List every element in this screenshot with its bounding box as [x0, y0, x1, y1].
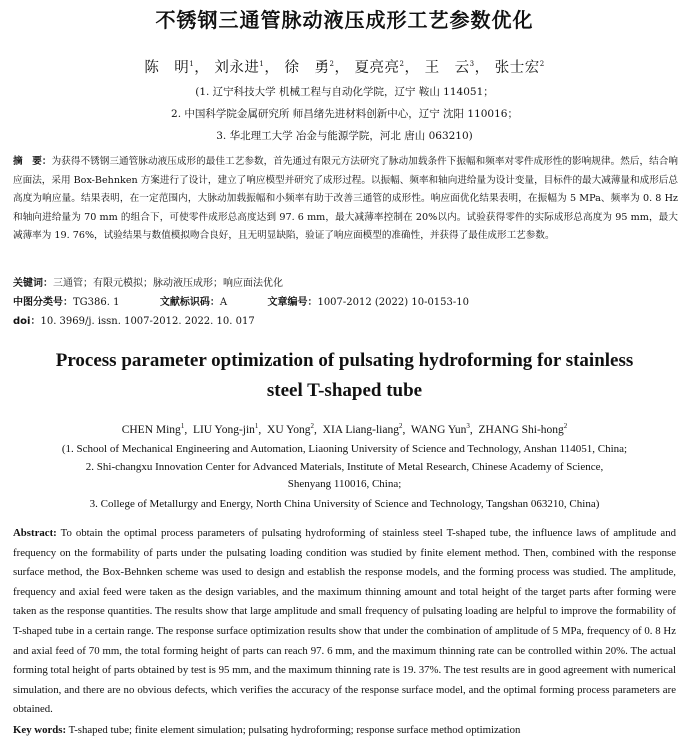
chinese-title: 不锈钢三通管脉动液压成形工艺参数优化: [155, 8, 534, 32]
chinese-affiliation-1: (1. 辽宁科技大学 机械工程与自动化学院，辽宁 鞍山 114051；: [195, 86, 494, 98]
author-name: 陈 明: [144, 60, 190, 76]
english-affiliation-2-cont: Shenyang 110016, China;: [287, 478, 402, 490]
author-name: LIU Yong-jin: [192, 423, 255, 436]
author-affiliation-mark: 2: [563, 422, 568, 430]
author-affiliation-mark: 1: [189, 60, 195, 69]
author-name: 夏亮亮: [354, 60, 400, 76]
author-affiliation-mark: 2: [539, 60, 545, 69]
author-affiliation-mark: 2: [310, 422, 315, 430]
document-code-label: 文献标识码：: [159, 297, 220, 308]
english-abstract-label: Abstract:: [13, 527, 57, 539]
chinese-affiliation-2: 2. 中国科学院金属研究所 师昌绪先进材料创新中心，辽宁 沈阳 110016；: [171, 108, 518, 120]
author-name: XIA Liang-liang: [322, 423, 399, 436]
doi-label: doi：: [13, 316, 41, 327]
clc-value: TG386. 1: [73, 297, 120, 308]
english-keywords-label: Key words:: [13, 724, 67, 736]
english-affiliation-1: (1. School of Mechanical Engineering and Automation, Liaoning University of Science and Technology, Anshan 114051, China;: [61, 443, 628, 455]
english-keywords: [13, 721, 676, 741]
chinese-abstract-text: 为获得不锈钢三通管脉动液压成形的最佳工艺参数，首先通过有限元方法研究了脉动加载条件下振幅和频率对零件成形性的影响规律。然后，结合响应面法，采用 Box-Behnken 方案进行了设计，建立了响应模型并研究了成形过程。以振幅、频率和轴向进给量为设计变量，目标件的最大减薄量和成形后总高度为响应量。结果表明，在一定范围内，大脉动加载振幅和小频率有助于改善三通管的成形性。响应面优化结果表明，在振幅为 5 MPa、频率为 0. 8 Hz 和轴向进给量为 70 mm 的组合下，可使零件成形总高度达到 97. 6 mm，最大减薄率控制在 20%以内。试验获得零件的实际成形总高度为 95 mm，最大减薄率为 19. 76%，试验结果与数值模拟吻合良好，且无明显缺陷，验证了响应面模型的准确性，并获得了最佳成形工艺参数。: [13, 156, 679, 242]
author-name: 徐 勇: [284, 60, 330, 76]
english-keywords-text: T-shaped tube; finite element simulation; pulsating hydroforming; response surface method optimization: [68, 724, 521, 736]
english-affiliation-3: 3. College of Metallurgy and Energy, North China University of Science and Technology, Tangshan 063210, China): [89, 498, 600, 510]
author-affiliation-mark: 3: [469, 60, 475, 69]
english-author-list: CHEN Ming$^1$, LIU Yong-jin$^1$, XU Yong$^2$, XIA Liang-liang$^2$, WANG Yun$^3$, ZHANG Shi-hong$^2$: [121, 422, 568, 436]
doi-line: [13, 312, 678, 327]
chinese-author-list: 陈 明$^1$， 刘永进$^1$， 徐 勇$^2$， 夏亮亮$^2$， 王 云$^3$， 张士宏$^2$: [144, 60, 545, 76]
author-affiliation-mark: 1: [254, 422, 259, 430]
chinese-keywords-text: 三通管；有限元模拟；脉动液压成形；响应面法优化: [53, 278, 283, 289]
author-affiliation-mark: 3: [466, 422, 470, 430]
author-name: 刘永进: [214, 60, 260, 76]
author-name: 王 云: [424, 60, 470, 76]
chinese-abstract-label: 摘 要：: [13, 156, 52, 167]
chinese-affiliation-3: 3. 华北理工大学 冶金与能源学院，河北 唐山 063210): [216, 130, 473, 142]
author-name: WANG Yun: [410, 423, 467, 436]
english-title-line-2: steel T-shaped tube: [266, 380, 423, 401]
english-abstract-text: To obtain the optimal process parameters of pulsating hydroforming of stainless steel T-shaped tube, the influence laws of amplitude and frequency on the formability of parts under the pulsating loading condition was studied by finite element method. Then, combined with the response surface method, the Box-Behnken scheme was used to design and establish the response models, and the forming process was studied. The amplitude, frequency and axial feed were taken as the design variables, and the maximum thinning amount and total height of the target parts after forming were taken as the response quantities. The results show that large amplitude and small frequency of pulsating loading are helpful to improve the formability of T-shaped tube in a certain range. The response surface optimization results show that under the combination of amplitude of 5 MPa, frequency of 0. 8 Hz and axial feed of 70 mm, the total forming height of parts can reach 97. 6 mm, and the maximum thinning rate can be controlled within 20%. The actual forming total height of parts obtained by test is 95 mm, and the maximum thinning rate is 19. 37%. The test results are in good agreement with numerical simulation, and there are no obvious defects, which verifies the accuracy of the response surface model, and the optimal forming process parameters are obtained.: [13, 527, 677, 716]
chinese-keywords: [13, 274, 678, 289]
english-abstract: [13, 524, 676, 720]
author-affiliation-mark: 1: [180, 422, 185, 430]
author-name: CHEN Ming: [121, 423, 181, 436]
article-number-label: 文章编号：: [267, 297, 318, 308]
article-number-value: 1007-2012 (2022) 10-0153-10: [317, 297, 469, 308]
author-name: ZHANG Shi-hong: [478, 423, 564, 436]
clc-label: 中图分类号：: [13, 297, 73, 308]
classification-line: [13, 293, 678, 308]
english-affiliation-2: 2. Shi-changxu Innovation Center for Advanced Materials, Institute of Metal Research, Chinese Academy of Science,: [85, 461, 604, 473]
author-affiliation-mark: 2: [399, 60, 405, 69]
author-name: XU Yong: [267, 423, 311, 436]
author-affiliation-mark: 2: [329, 60, 335, 69]
document-code-value: A: [219, 297, 228, 308]
author-affiliation-mark: 1: [259, 60, 265, 69]
doi-value: 10. 3969/j. issn. 1007-2012. 2022. 10. 017: [40, 316, 255, 327]
author-name: 张士宏: [494, 60, 540, 76]
chinese-keywords-label: 关键词：: [13, 278, 53, 289]
english-title-line-1: Process parameter optimization of pulsating hydroforming for stainless: [55, 350, 634, 371]
author-affiliation-mark: 2: [398, 422, 403, 430]
chinese-abstract: [13, 153, 678, 246]
